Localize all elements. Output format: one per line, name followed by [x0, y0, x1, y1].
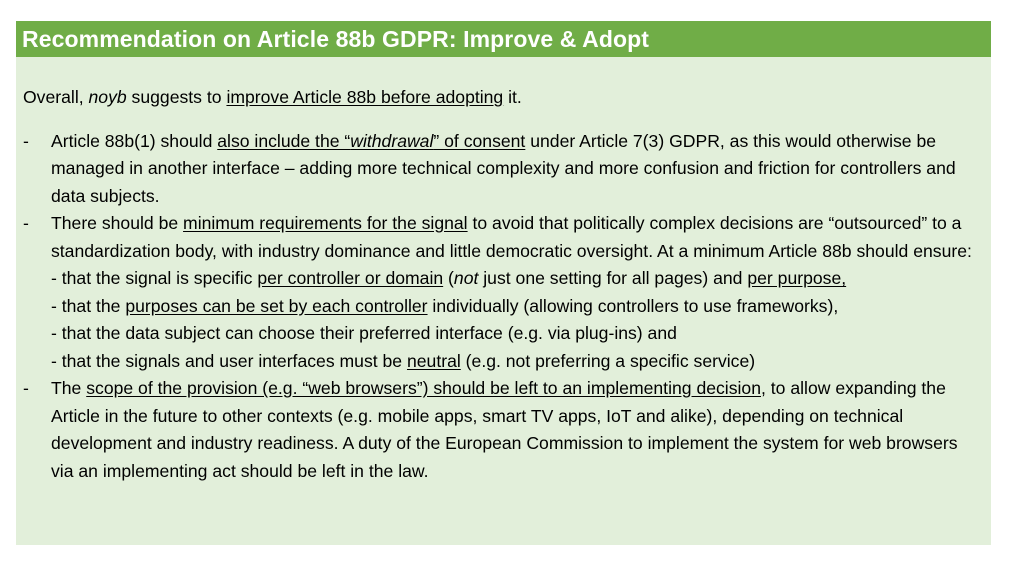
bullet-dash: -: [23, 378, 29, 398]
noyb-name: noyb: [88, 87, 127, 107]
item-underlined: neutral: [406, 350, 461, 371]
item-text: (e.g. not preferring a specific service): [460, 350, 756, 371]
item-text: There should be: [51, 213, 184, 233]
withdrawal-term: withdrawal: [350, 130, 434, 151]
item-underlined: minimum requirements for the signal: [183, 213, 468, 233]
bullet-dash: -: [23, 130, 29, 151]
item-text: also include the “: [217, 130, 351, 151]
box-content: [16, 84, 991, 485]
item-text: under Article 7(3) GDPR, as this would otherwise be managed in another interface – adding more technical complexity and more confusion and friction for controllers and data subjects.: [51, 130, 956, 206]
list-item-minimum-requirements: [23, 210, 983, 375]
item-text: - that the signals and user interfaces must be: [51, 350, 407, 371]
item-text: - that the: [51, 295, 126, 316]
intro-underlined: improve Article 88b before adopting: [226, 87, 504, 107]
list-item-scope: [23, 375, 983, 485]
item-text: to avoid that politically complex decisions are “outsourced” to a standardization body, with industry dominance and little democratic oversight. At a minimum Article 88b should ensure:: [51, 213, 972, 261]
item-underlined: scope of the provision (e.g. “web browsers”) should be left to an implementing decision: [86, 378, 761, 398]
sub-item-purposes: [51, 293, 983, 321]
list-item-withdrawal: [23, 128, 983, 211]
bullet-dash: -: [23, 213, 29, 233]
item-text: just one setting for all pages) and: [478, 268, 748, 288]
item-text: ” of consent: [433, 130, 526, 151]
item-underlined: purposes can be set by each controller: [125, 295, 428, 316]
item-text: individually (allowing controllers to use frameworks),: [427, 295, 839, 316]
intro-text: Overall,: [23, 87, 89, 107]
recommendation-box: [16, 21, 991, 545]
sub-item-per-controller: [51, 265, 983, 293]
item-text: , to allow expanding the Article in the future to other contexts (e.g. mobile apps, smart TV apps, IoT and alike), depending on technical development and industry readiness. A duty of the European Commission to implement the system for web browsers via an implementing act should be left in the law.: [51, 378, 958, 481]
item-underlined: per controller or domain: [257, 268, 444, 288]
recommendation-list: [23, 128, 983, 486]
item-underlined: [217, 131, 525, 151]
item-text: - that the signal is specific: [51, 268, 258, 288]
item-text: (: [443, 268, 454, 288]
intro-text: suggests to: [126, 87, 227, 107]
item-text: The: [51, 378, 87, 398]
sub-item-interface: - that the data subject can choose their preferred interface (e.g. via plug-ins) and: [51, 323, 677, 343]
item-italic: not: [453, 268, 479, 288]
intro-paragraph: [23, 84, 983, 112]
sub-item-neutral: [51, 348, 983, 376]
item-underlined: per purpose,: [747, 268, 847, 288]
box-title: Recommendation on Article 88b GDPR: Improve & Adopt: [16, 21, 991, 57]
intro-text: it.: [503, 87, 522, 107]
item-text: Article 88b(1) should: [51, 130, 218, 151]
